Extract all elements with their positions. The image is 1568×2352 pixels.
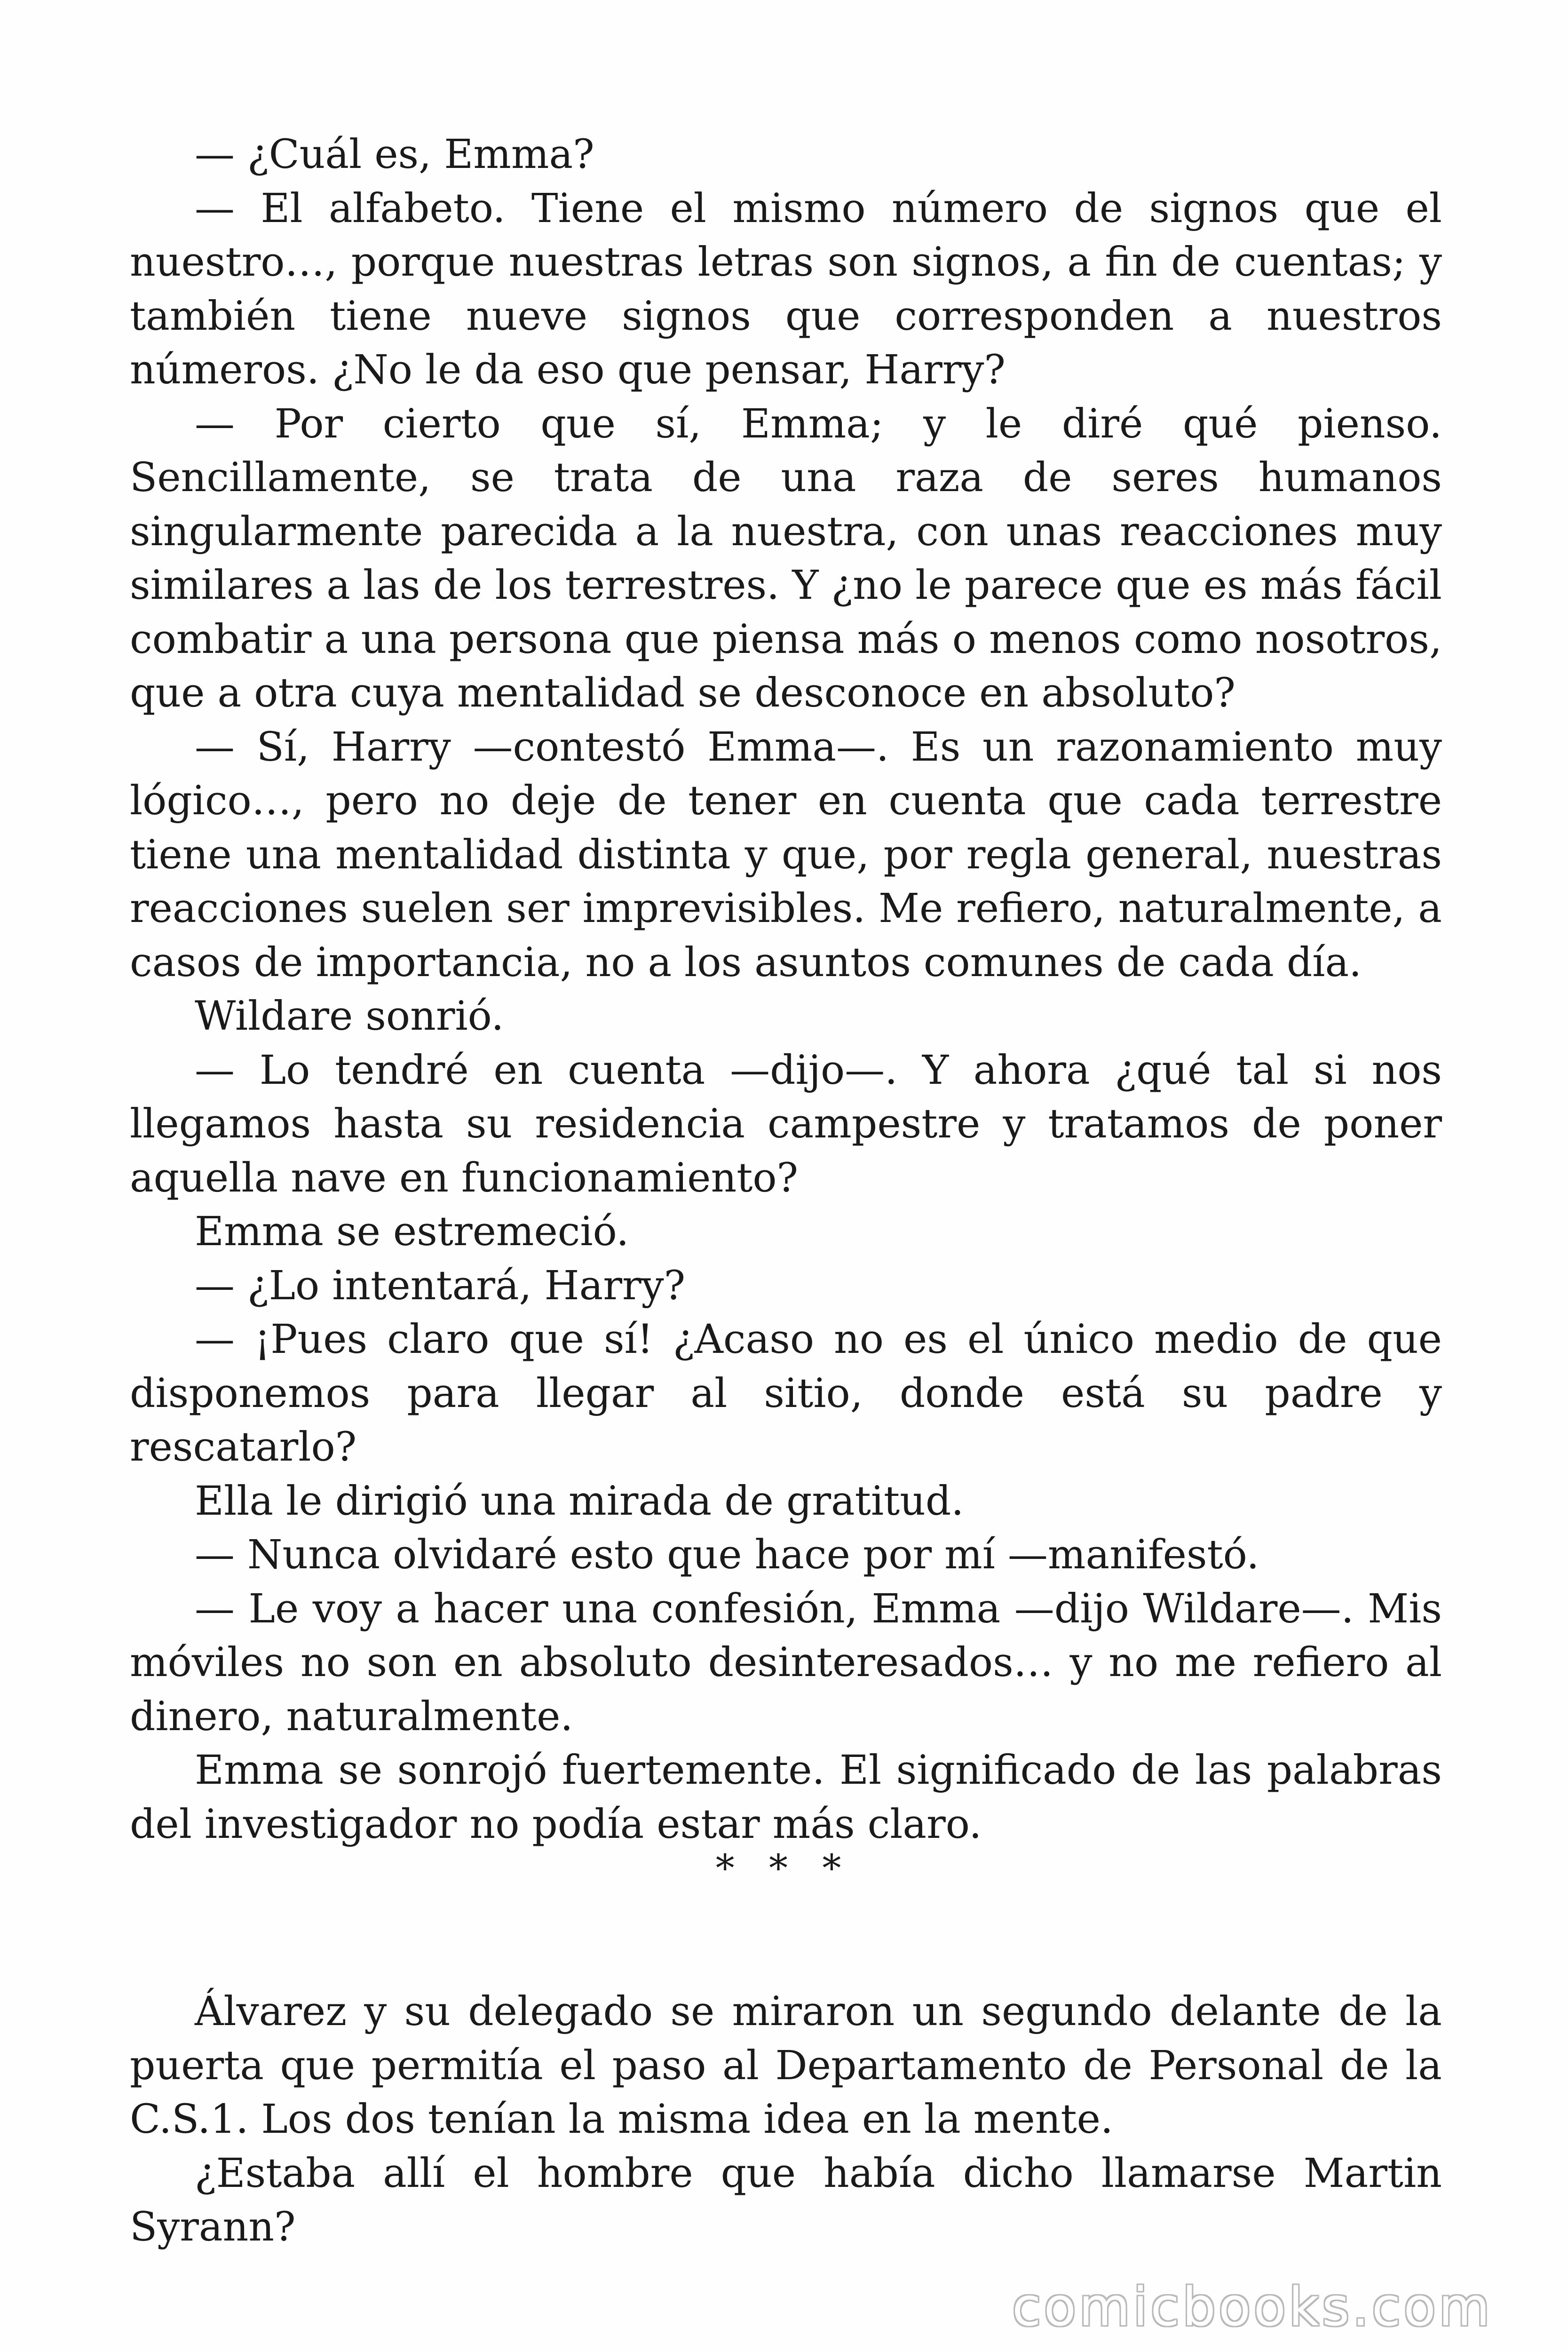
paragraph: ¿Estaba allí el hombre que había dicho llamarse Martin Syrann? xyxy=(130,2150,1442,2250)
paragraph: Álvarez y su delegado se miraron un segundo delante de la puerta que permitía el paso al Departamento de Personal de la C.S.1. Los dos tenían la misma idea en la mente. xyxy=(130,1988,1442,2143)
paragraph: — Nunca olvidaré esto que hace por mí —manifestó. xyxy=(195,1532,1259,1578)
paragraph: — ¿Cuál es, Emma? xyxy=(195,131,594,178)
main-text xyxy=(130,128,1442,1851)
paragraph: — ¡Pues claro que sí! ¿Acaso no es el único medio de que disponemos para llegar al sitio, donde está su padre y rescatarlo? xyxy=(130,1316,1442,1470)
paragraph: Wildare sonrió. xyxy=(195,993,504,1040)
next-section-text xyxy=(130,1985,1442,2255)
section-separator: * * * xyxy=(715,1846,853,1890)
paragraph: Ella le dirigió una mirada de gratitud. xyxy=(195,1478,964,1525)
paragraph: Emma se estremeció. xyxy=(195,1208,629,1255)
paragraph: — Le voy a hacer una confesión, Emma —dijo Wildare—. Mis móviles no son en absoluto desinteresados… y no me refiero al dinero, naturalmente. xyxy=(130,1585,1442,1740)
paragraph: — Sí, Harry —contestó Emma—. Es un razonamiento muy lógico…, pero no deje de tener en cuenta que cada terrestre tiene una mentalidad distinta y que, por regla general, nuestras reacciones suelen ser imprevisibles. Me refiero, naturalmente, a casos de importancia, no a los asuntos comunes de cada día. xyxy=(130,723,1442,986)
watermark-logo: comicbooks.com xyxy=(1012,2277,1493,2338)
paragraph: — El alfabeto. Tiene el mismo número de signos que el nuestro…, porque nuestras letras son signos, a fin de cuentas; y también tiene nueve signos que corresponden a nuestros números. ¿No le da eso que pensar, Harry? xyxy=(130,185,1442,393)
paragraph: — Por cierto que sí, Emma; y le diré qué pienso. Sencillamente, se trata de una raza de seres humanos singularmente parecida a la nuestra, con unas reacciones muy similares a las de los terrestres. Y ¿no le parece que es más fácil combatir a una persona que piensa más o menos como nosotros, que a otra cuya mentalidad se desconoce en absoluto? xyxy=(130,400,1442,716)
paragraph: — ¿Lo intentará, Harry? xyxy=(195,1262,686,1309)
paragraph: Emma se sonrojó fuertemente. El significado de las palabras del investigador no podía estar más claro. xyxy=(130,1747,1442,1848)
paragraph: — Lo tendré en cuenta —dijo—. Y ahora ¿qué tal si nos llegamos hasta su residencia campestre y tratamos de poner aquella nave en funcionamiento? xyxy=(130,1047,1442,1201)
